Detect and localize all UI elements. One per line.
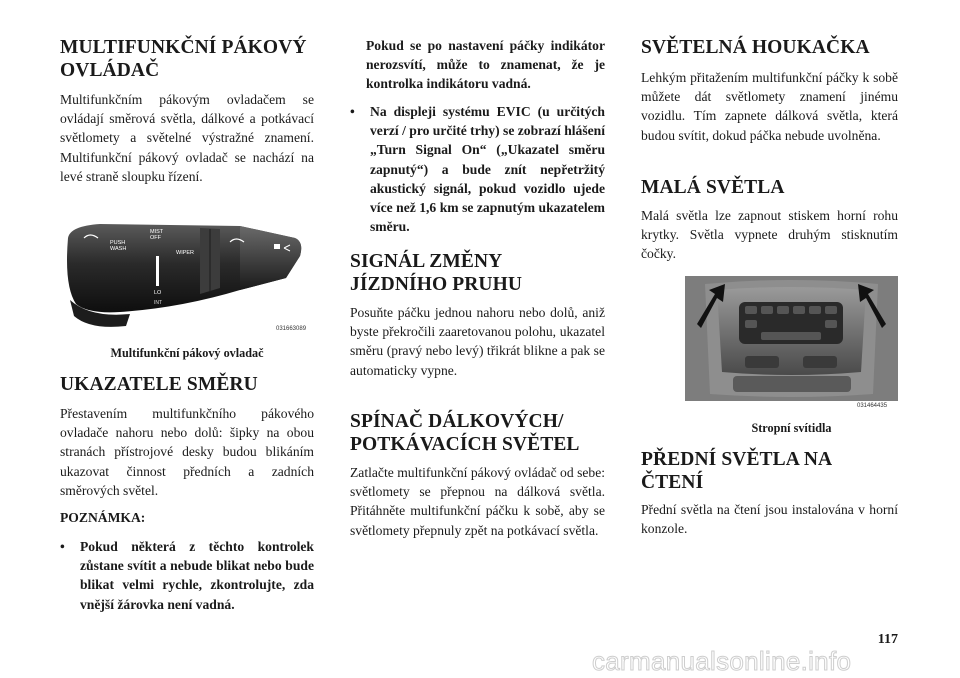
lever-label-lo: LO [154,290,162,296]
multifunction-lever-illustration [60,216,314,336]
figure-code: 031464435 [857,403,888,409]
lever-label-wiper: WIPER [176,250,195,256]
lever-label-int: INT [154,300,163,306]
paragraph-multifunction-lever: Multifunkčním pákovým ovladačem se ovládají směrová světla, dálkové a potkávací světlomety a světelné výstražné znamení. Multifunkční pákový ovladač se nachází na levé straně sloupku řízení. [60,92,314,184]
paragraph-small-lights: Malá světla lze zapnout stiskem horní rohu krytky. Světla vypnete druhým stisknutím čočky. [641,208,898,262]
page-number: 117 [877,632,898,647]
list-item: • Na displeji systému EVIC (u určitých verzí / pro určité trhy) se zobrazí hlášení „Turn Signal On“ („Ukazatel směru zapnutý“) a bude znít nepřetržitý akustický signál, pokud vozidlo ujede více než 1,6 km se zapnutým ukazatelem směru. [350,102,605,236]
heading-small-lights: MALÁ SVĚTLA [641,177,785,198]
note-list [60,537,314,614]
note-label: POZNÁMKA: [60,510,146,525]
figure-dome-lights [685,276,898,414]
figure-multifunction-lever [60,216,314,336]
dome-light-illustration [685,276,898,414]
heading-lane-change: SIGNÁL ZMĚNY JÍZDNÍHO PRUHU [350,251,523,295]
paragraph-flash-to-pass: Lehkým přitažením multifunkční páčky k sobě můžete dát světlomety znamení jinému vozidlu. Tím zapnete dálková světla, která budou svítit, dokud páčka nebude uvolněna. [641,70,898,143]
paragraph-turn-signals: Přestavením multifunkčního pákového ovladače nahoru nebo dolů: šipky na obou stranách přístrojové desky budou blikáním ukazovat činnost předních a zadních směrových světel. [60,406,314,498]
list-item: • Pokud některá z těchto kontrolek zůstane svítit a nebude blikat nebo bude blikat velmi rychle, zkontrolujte, zda vnější žárovka není vadná. [60,537,314,614]
figure-code: 031663089 [276,326,307,332]
heading-flash-to-pass: SVĚTELNÁ HOUKAČKA [641,37,870,58]
heading-beam-switch: SPÍNAČ DÁLKOVÝCH/ POTKÁVACÍCH SVĚTEL [350,411,580,455]
figure-caption-lever: Multifunkční pákový ovladač [110,346,264,360]
lever-label-mist-off: MIST OFF [150,229,164,241]
figure-caption-dome: Stropní svítidla [751,421,832,435]
paragraph-beam-switch: Zatlačte multifunkční pákový ovládač od sebe: světlomety se přepnou na dálková světla. Přitáhněte multifunkční páčku k sobě, aby se světlomety přepnuly zpět na potkávací světla. [350,465,605,538]
heading-reading-lights: PŘEDNÍ SVĚTLA NA ČTENÍ [641,449,832,493]
paragraph-reading-lights: Přední světla na čtení jsou instalována v horní konzole. [641,502,898,537]
heading-turn-signals: UKAZATELE SMĚRU [60,374,258,395]
heading-multifunction-lever: MULTIFUNKČNÍ PÁKOVÝ OVLÁDAČ [60,37,307,81]
bullet-continuation: Pokud se po nastavení páčky indikátor nerozsvítí, může to znamenat, že je kontrolka indikátoru vadná. [366,38,605,92]
paragraph-lane-change: Posuňte páčku jednou nahoru nebo dolů, aniž byste překročili zaaretovanou polohu, ukazatel směru (pravý nebo levý) třikrát blikne a pak se automaticky vypne. [350,305,605,378]
lever-label-push-wash: PUSH WASH [110,240,127,252]
watermark: carmanualsonline.info [592,646,852,676]
note-list [350,102,605,236]
